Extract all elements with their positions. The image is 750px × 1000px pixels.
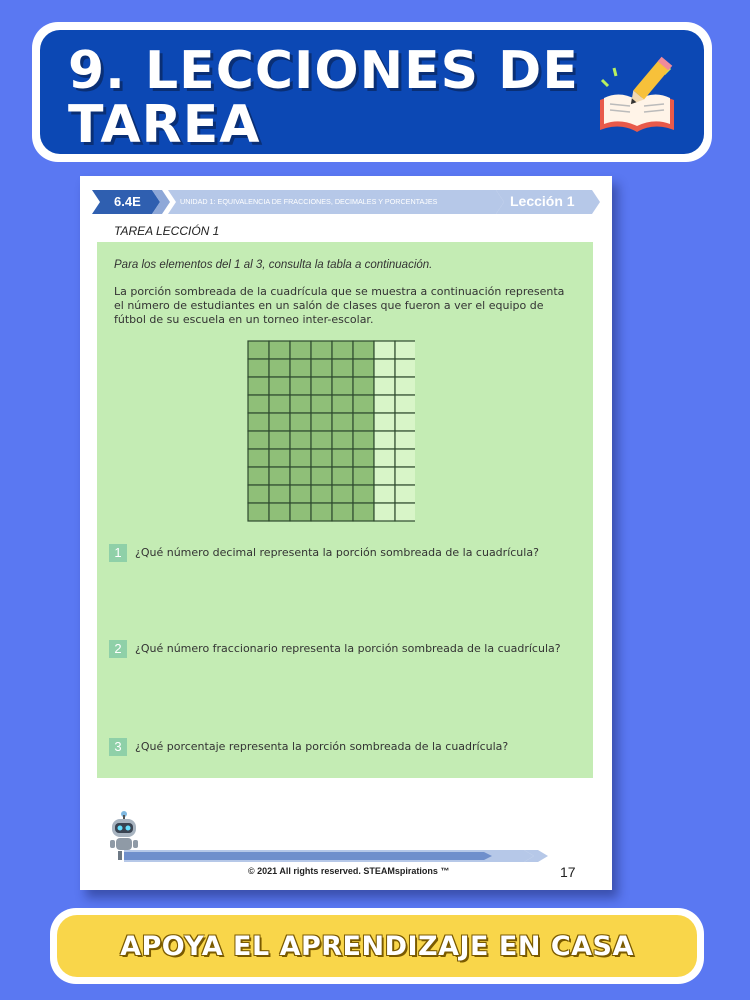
grid-cell-shaded xyxy=(269,467,290,485)
grid-cell-unshaded xyxy=(395,413,415,431)
grid-cell-shaded xyxy=(353,431,374,449)
title-banner xyxy=(32,22,712,162)
grid-cell-shaded xyxy=(332,341,353,359)
question-number: 2 xyxy=(109,640,127,658)
grid-cell-shaded xyxy=(269,377,290,395)
grid-cell-shaded xyxy=(290,449,311,467)
grid-cell-shaded xyxy=(269,413,290,431)
grid-cell-shaded xyxy=(311,395,332,413)
grid-cell-shaded xyxy=(311,431,332,449)
question-number: 3 xyxy=(109,738,127,756)
grid-cell-shaded xyxy=(332,485,353,503)
page-title: 9. LECCIONES DE TAREA xyxy=(68,41,579,155)
grid-cell-shaded xyxy=(290,431,311,449)
grid-cell-shaded xyxy=(332,377,353,395)
grid-cell-unshaded xyxy=(374,449,395,467)
grid-cell-shaded xyxy=(353,503,374,521)
grid-cell-shaded xyxy=(353,449,374,467)
grid-cell-unshaded xyxy=(395,449,415,467)
grid-cell-unshaded xyxy=(374,431,395,449)
grid-cell-unshaded xyxy=(374,395,395,413)
grid-cell-shaded xyxy=(332,413,353,431)
title-banner-inner xyxy=(40,30,704,154)
hundred-grid xyxy=(247,340,415,522)
grid-cell-unshaded xyxy=(374,467,395,485)
page-number: 17 xyxy=(560,864,576,880)
grid-cell-shaded xyxy=(311,467,332,485)
grid-cell-shaded xyxy=(290,413,311,431)
grid-cell-shaded xyxy=(332,467,353,485)
grid-cell-shaded xyxy=(248,449,269,467)
worksheet-header xyxy=(92,188,600,216)
grid-cell-shaded xyxy=(290,503,311,521)
grid-cell-shaded xyxy=(269,341,290,359)
grid-cell-unshaded xyxy=(395,503,415,521)
grid-cell-shaded xyxy=(332,395,353,413)
support-banner-inner xyxy=(57,915,697,977)
grid-cell-shaded xyxy=(248,503,269,521)
grid-cell-shaded xyxy=(248,377,269,395)
support-banner-text: APOYA EL APRENDIZAJE EN CASA xyxy=(120,930,634,962)
question-text: ¿Qué porcentaje representa la porción sombreada de la cuadrícula? xyxy=(135,740,509,753)
grid-cell-shaded xyxy=(353,341,374,359)
grid-cell-unshaded xyxy=(395,431,415,449)
grid-cell-unshaded xyxy=(395,341,415,359)
grid-cell-shaded xyxy=(353,467,374,485)
question-text: ¿Qué número fraccionario representa la porción sombreada de la cuadrícula? xyxy=(135,642,561,655)
copyright-text: © 2021 All rights reserved. STEAMspirations ™ xyxy=(248,866,450,876)
grid-cell-shaded xyxy=(311,359,332,377)
support-banner xyxy=(50,908,704,984)
exercise-box xyxy=(97,242,593,778)
question-number: 1 xyxy=(109,544,127,562)
grid-cell-shaded xyxy=(332,449,353,467)
grid-cell-shaded xyxy=(269,485,290,503)
grid-cell-shaded xyxy=(353,359,374,377)
grid-cell-shaded xyxy=(248,485,269,503)
worksheet-subtitle: TAREA LECCIÓN 1 xyxy=(114,224,220,238)
grid-cell-unshaded xyxy=(395,377,415,395)
grid-cell-shaded xyxy=(269,359,290,377)
grid-cell-shaded xyxy=(248,341,269,359)
grid-cell-shaded xyxy=(248,413,269,431)
unit-title: UNIDAD 1: EQUIVALENCIA DE FRACCIONES, DECIMALES Y PORCENTAJES xyxy=(180,197,438,206)
grid-cell-unshaded xyxy=(395,467,415,485)
grid-cell-shaded xyxy=(353,377,374,395)
grid-cell-shaded xyxy=(332,359,353,377)
unit-code: 6.4E xyxy=(114,194,141,209)
grid-cell-shaded xyxy=(290,341,311,359)
grid-cell-shaded xyxy=(332,503,353,521)
grid-cell-shaded xyxy=(290,485,311,503)
grid-cell-shaded xyxy=(311,377,332,395)
grid-cell-shaded xyxy=(311,485,332,503)
grid-cell-shaded xyxy=(269,395,290,413)
question-text: ¿Qué número decimal representa la porción sombreada de la cuadrícula? xyxy=(135,546,539,559)
instruction-text: Para los elementos del 1 al 3, consulta la tabla a continuación. xyxy=(114,259,433,271)
grid-cell-shaded xyxy=(311,449,332,467)
grid-cell-unshaded xyxy=(395,395,415,413)
grid-cell-shaded xyxy=(353,485,374,503)
problem-paragraph: La porción sombreada de la cuadrícula que se muestra a continuación representa el número de estudiantes en un salón de clases que fueron a ver el equipo de fútbol de su escuela en un torneo inter-escolar. xyxy=(114,285,565,326)
footer-ribbon xyxy=(124,848,548,864)
grid-cell-shaded xyxy=(290,395,311,413)
grid-cell-shaded xyxy=(248,431,269,449)
grid-cell-shaded xyxy=(290,377,311,395)
lesson-label: Lección 1 xyxy=(510,193,575,209)
grid-cell-shaded xyxy=(311,413,332,431)
grid-cell-unshaded xyxy=(374,503,395,521)
grid-cell-shaded xyxy=(269,449,290,467)
grid-cell-shaded xyxy=(311,341,332,359)
grid-cell-shaded xyxy=(332,431,353,449)
worksheet-page xyxy=(80,176,612,890)
grid-cell-unshaded xyxy=(374,341,395,359)
grid-cell-shaded xyxy=(311,503,332,521)
grid-cell-unshaded xyxy=(395,359,415,377)
grid-cell-unshaded xyxy=(374,377,395,395)
grid-cell-shaded xyxy=(353,413,374,431)
grid-cell-shaded xyxy=(248,467,269,485)
grid-cell-shaded xyxy=(269,431,290,449)
grid-cell-shaded xyxy=(290,359,311,377)
grid-cell-unshaded xyxy=(395,485,415,503)
grid-cell-unshaded xyxy=(374,485,395,503)
book-pencil-icon xyxy=(592,50,682,140)
grid-cell-shaded xyxy=(353,395,374,413)
grid-cell-shaded xyxy=(290,467,311,485)
grid-cell-shaded xyxy=(248,359,269,377)
grid-cell-unshaded xyxy=(374,359,395,377)
grid-cell-unshaded xyxy=(374,413,395,431)
grid-cell-shaded xyxy=(248,395,269,413)
grid-cell-shaded xyxy=(269,503,290,521)
